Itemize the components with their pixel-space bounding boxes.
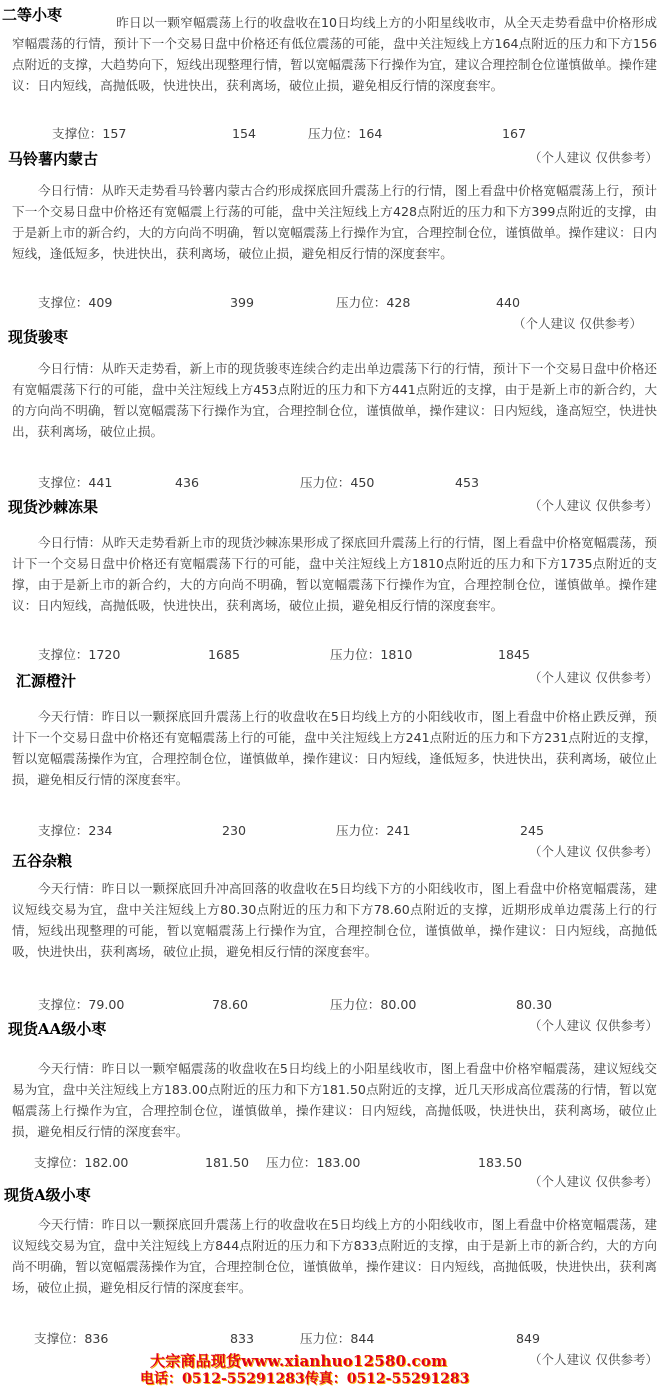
support-level-2: 78.60 [212,997,249,1012]
section-body-text: 今日行情：从昨天走势看马铃薯内蒙古合约形成探底回升震荡上行的行情，图上看盘中价格宽幅震荡上行，预计下一个交易日盘中价格还有宽幅震上行荡的可能，盘中关注短线上方428点附近的压力和下方399点附近的支撑，由于是新上市的新合约，大的方向尚不明确，暂以宽幅震荡上行操作为宜，合理控制仓位，谨慎做单。操作建议：日内短线，逢低短多，快进快出，获利离场，破位止损，避免相反行情的深度套牢。 [12,183,657,261]
support-level: 支撑位：409 [38,295,113,310]
support-level-2: 154 [232,126,257,141]
section-title: 汇源橙汁 [16,672,77,690]
section-body [12,1058,657,1142]
resistance-level: 压力位：183.00 [266,1155,361,1170]
resistance-level: 压力位：80.00 [330,997,417,1012]
levels-row [0,294,670,312]
section-body [12,706,657,790]
support-level-2: 1685 [208,647,241,662]
resistance-level: 压力位：1810 [330,647,413,662]
section-title: 现货骏枣 [8,328,69,346]
levels-row [0,646,670,664]
levels-row [0,474,670,492]
resistance-level: 压力位：844 [300,1331,375,1346]
section-body-text: 今天行情：昨日以一颗探底回升震荡上行的收盘收在5日均线上方的小阳线收市，图上看盘中价格宽幅震荡，建议短线交易为宜，盘中关注短线上方844点附近的压力和下方833点附近的支撑，由于是新上市的新合约，大的方向尚不明确，暂以宽幅震荡操作为宜，合理控制仓位，谨慎做单，操作建议：日内短线，高抛低吸，快进快出，获利离场，破位止损，避免相反行情的深度套牢。 [12,1217,657,1295]
support-level: 支撑位：1720 [38,647,121,662]
disclaimer-note: （个人建议 仅供参考） [529,1174,658,1189]
support-level: 支撑位：441 [38,475,113,490]
section-body [12,532,657,616]
resistance-level-2: 453 [455,475,480,490]
resistance-level-2: 183.50 [478,1155,523,1170]
section-title: 现货沙棘冻果 [8,498,99,516]
resistance-level-2: 440 [496,295,521,310]
resistance-level-2: 245 [520,823,545,838]
section-title: 现货AA级小枣 [8,1020,107,1038]
support-level: 支撑位：79.00 [38,997,125,1012]
levels-row [0,1154,670,1172]
support-level-2: 181.50 [205,1155,250,1170]
section-title: 现货A级小枣 [4,1186,91,1204]
resistance-level-2: 1845 [498,647,531,662]
section-body-text: 今日行情：从昨天走势看，新上市的现货骏枣连续合约走出单边震荡下行的行情，预计下一个交易日盘中价格还有宽幅震荡下行的可能，盘中关注短线上方453点附近的压力和下方441点附近的支撑，由于是新上市的新合约，大的方向尚不明确，暂以宽幅震荡下行操作为宜，合理控制仓位，谨慎做单，操作建议：日内短线，逢高短空，快进快出，获利离场，破位止损。 [12,361,657,439]
disclaimer-note: （个人建议 仅供参考） [513,316,642,331]
disclaimer-note: （个人建议 仅供参考） [529,844,658,859]
disclaimer-note: （个人建议 仅供参考） [529,670,658,685]
section-body-text: 今天行情：昨日以一颗探底回升震荡上行的收盘收在5日均线上方的小阳线收市，图上看盘中价格止跌反弹，预计下一个交易日盘中价格还有宽幅震荡上行的可能，盘中关注短线上方241点附近的压力和下方231点附近的支撑，暂以宽幅震荡操作为宜，合理控制仓位，谨慎做单，操作建议：日内短线，逢低短多，快进快出，获利离场，破位止损，避免相反行情的深度套牢。 [12,709,657,787]
section-body [12,1214,657,1298]
section-title: 二等小枣 [2,6,63,24]
footer-disclaimer-note: （个人建议 仅供参考） [529,1352,658,1367]
resistance-level-2: 167 [502,126,527,141]
section-body-text: 今天行情：昨日以一颗窄幅震荡的收盘收在5日均线上的小阳星线收市，图上看盘中价格窄幅震荡，建议短线交易为宜，盘中关注短线上方183.00点附近的压力和下方181.50点附近的支撑，近几天形成高位震荡的行情，暂以宽幅震荡上行操作为宜，合理控制仓位，谨慎做单，操作建议：日内短线，高抛低吸，快进快出，获利离场，破位止损，避免相反行情的深度套牢。 [12,1061,657,1139]
resistance-level-2: 849 [516,1331,541,1346]
support-level: 支撑位：157 [52,126,127,141]
section-body-text: 今天行情：昨日以一颗探底回升冲高回落的收盘收在5日均线下方的小阳线收市，图上看盘中价格宽幅震荡，建议短线交易为宜，盘中关注短线上方80.30点附近的压力和下方78.60点附近的支撑，近期形成单边震荡上行的行情，短线出现整理的可能，暂以宽幅震荡上行操作为宜，合理控制仓位，谨慎做单，操作建议：日内短线，高抛低吸，快进快出，获利离场，破位止损，避免相反行情的深度套牢。 [12,881,657,959]
section-body [12,180,657,264]
section-body-text: 昨日以一颗窄幅震荡上行的收盘收在10日均线上方的小阳星线收市，从全天走势看盘中价格形成窄幅震荡的行情，预计下一个交易日盘中价格还有低位震荡的可能，盘中关注短线上方164点附近的压力和下方156点附近的支撑，大趋势向下，短线出现整理行情，暂以宽幅震荡下行操作为宜，建议合理控制仓位谨慎做单。操作建议：日内短线，高抛低吸，快进快出，获利离场，破位止损，避免相反行情的深度套牢。 [12,15,657,93]
section-body-text: 今日行情：从昨天走势看新上市的现货沙棘冻果形成了探底回升震荡上行的行情，图上看盘中价格宽幅震荡，预计下一个交易日盘中价格还有宽幅震荡下行的可能，盘中关注短线上方1810点附近的压力和下方1735点附近的支撑，由于是新上市的新合约，大的方向尚不明确，暂以宽幅震荡下行操作为宜，合理控制仓位，谨慎做单。操作建议：日内短线，高抛低吸，快进快出，获利离场，破位止损，避免相反行情的深度套牢。 [12,535,657,613]
support-level: 支撑位：836 [34,1331,109,1346]
support-level-2: 833 [230,1331,255,1346]
footer-website[interactable]: 大宗商品现货www.xianhuo12580.com [150,1352,448,1370]
support-level: 支撑位：182.00 [34,1155,129,1170]
section-body [12,878,657,962]
resistance-level: 压力位：450 [300,475,375,490]
support-level-2: 436 [175,475,200,490]
disclaimer-note: （个人建议 仅供参考） [529,1018,658,1033]
resistance-level: 压力位：241 [336,823,411,838]
levels-row [0,1330,670,1348]
support-level: 支撑位：234 [38,823,113,838]
footer-contact: 电话：0512-55291283传真：0512-55291283 [140,1371,470,1387]
levels-row [0,125,670,143]
resistance-level: 压力位：428 [336,295,411,310]
support-level-2: 230 [222,823,247,838]
levels-row [0,822,670,840]
support-level-2: 399 [230,295,255,310]
resistance-level-2: 80.30 [516,997,553,1012]
disclaimer-note: （个人建议 仅供参考） [529,498,658,513]
disclaimer-note: （个人建议 仅供参考） [529,150,658,165]
section-title: 马铃薯内蒙古 [8,150,99,168]
section-body [12,358,657,442]
section-body [12,12,657,96]
section-title: 五谷杂粮 [12,852,73,870]
resistance-level: 压力位：164 [308,126,383,141]
levels-row [0,996,670,1014]
